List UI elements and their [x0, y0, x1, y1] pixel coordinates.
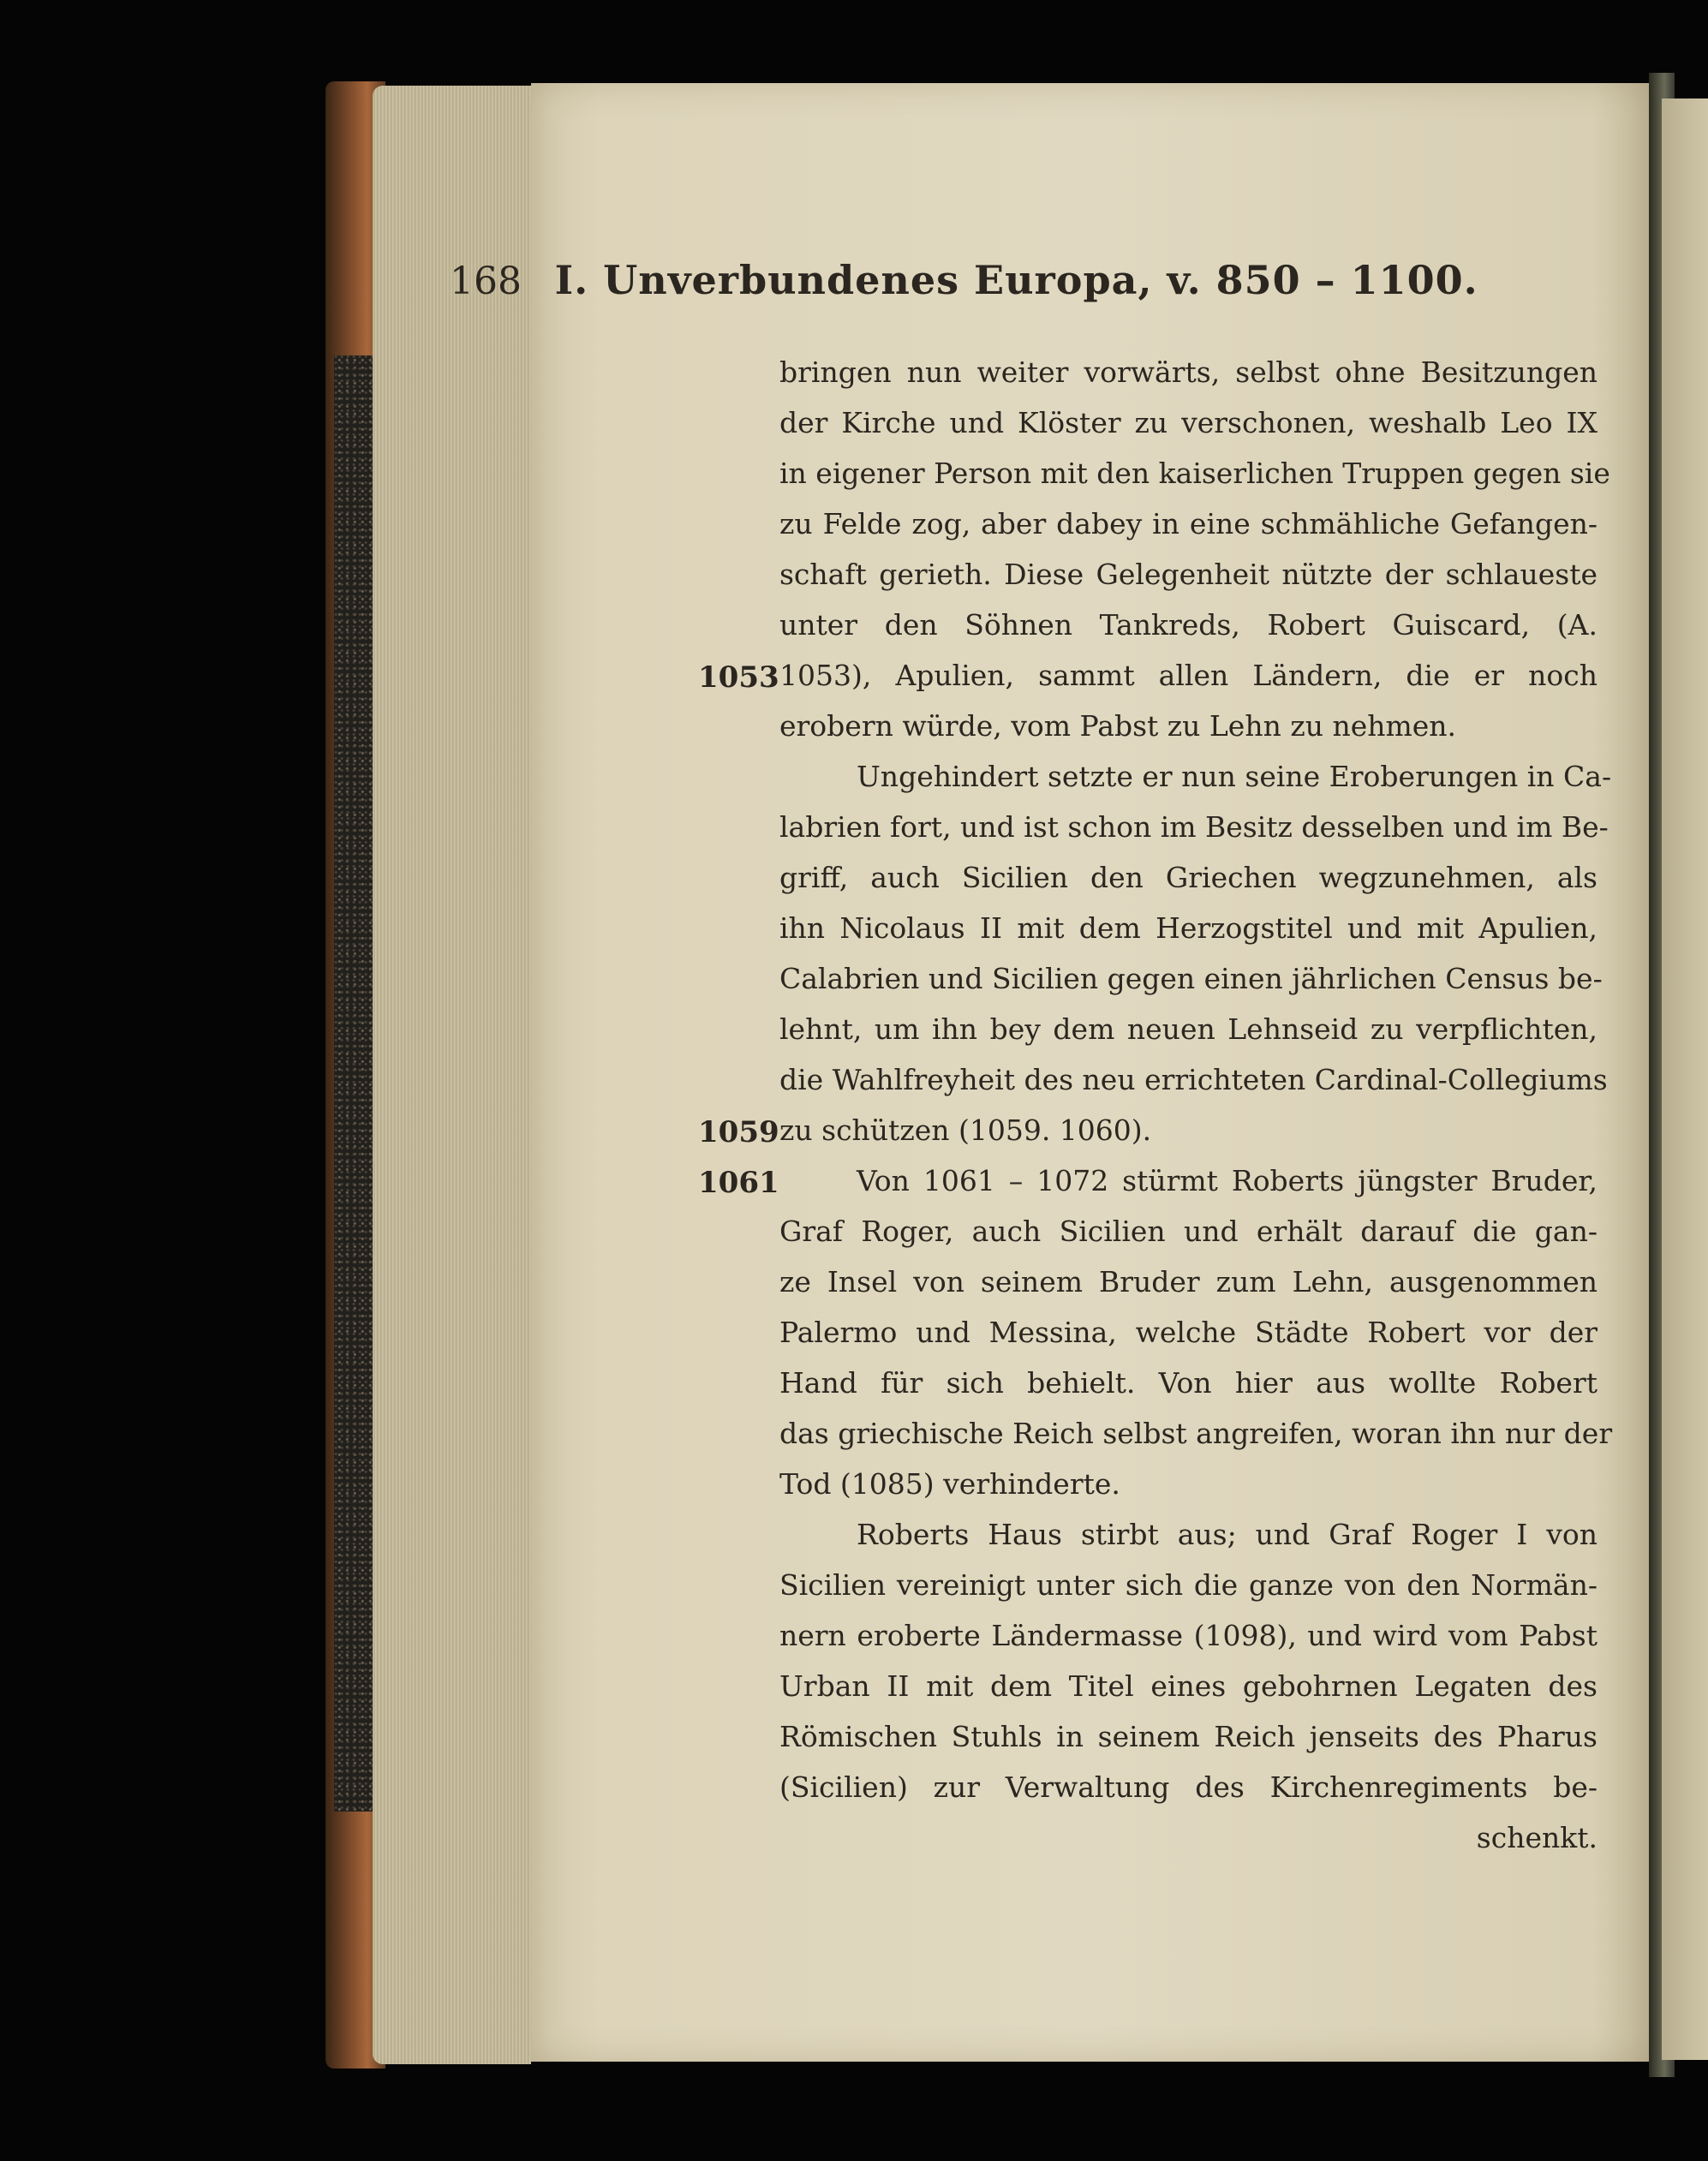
text-line: die Wahlfreyheit des neu errichteten Cardinal-Collegiums — [779, 1063, 1608, 1096]
running-header — [450, 257, 1598, 303]
text-line: unter den Söhnen Tankreds, Robert Guiscard, (A. — [779, 608, 1598, 642]
text-line: ze Insel von seinem Bruder zum Lehn, ausgenommen — [779, 1265, 1598, 1298]
text-line: Von 1061 – 1072 stürmt Roberts jüngster Bruder, — [857, 1164, 1598, 1197]
text-line: Römischen Stuhls in seinem Reich jenseits des Pharus — [779, 1720, 1598, 1753]
text-line: ihn Nicolaus II mit dem Herzogstitel und mit Apulien, — [779, 911, 1598, 945]
text-line: in eigener Person mit den kaiserlichen Truppen gegen sie — [779, 457, 1610, 490]
text-line: Ungehindert setzte er nun seine Eroberungen in Ca- — [857, 760, 1612, 793]
page-edges — [373, 86, 531, 2064]
facing-page-edge — [1662, 98, 1708, 2060]
text-line: nern eroberte Ländermasse (1098), und wird vom Pabst — [779, 1619, 1598, 1652]
text-line: schaft gerieth. Diese Gelegenheit nützte der schlaueste — [779, 558, 1598, 591]
text-line: Urban II mit dem Titel eines gebohrnen Legaten des — [779, 1669, 1598, 1703]
text-line: das griechische Reich selbst angreifen, woran ihn nur der — [779, 1417, 1613, 1450]
text-line: bringen nun weiter vorwärts, selbst ohne Besitzungen — [779, 355, 1598, 389]
margin-year-1053: 1053 — [698, 660, 779, 695]
text-line: Palermo und Messina, welche Städte Robert vor der — [779, 1316, 1598, 1349]
text-line: (Sicilien) zur Verwaltung des Kirchenregiments be- — [779, 1770, 1598, 1804]
text-line: zu schützen (1059. 1060). — [779, 1113, 1152, 1147]
text-line: Hand für sich behielt. Von hier aus wollte Robert — [779, 1366, 1598, 1400]
text-line: Graf Roger, auch Sicilien und erhält darauf die gan- — [779, 1215, 1598, 1248]
text-line: Sicilien vereinigt unter sich die ganze von den Normän- — [779, 1568, 1598, 1602]
margin-year-1059: 1059 — [698, 1115, 779, 1149]
text-line: lehnt, um ihn bey dem neuen Lehnseid zu verpflichten, — [779, 1012, 1598, 1046]
text-line: Calabrien und Sicilien gegen einen jährlichen Census be- — [779, 962, 1603, 995]
text-line: erobern würde, vom Pabst zu Lehn zu nehmen. — [779, 709, 1457, 743]
running-title: I. Unverbundenes Europa, v. 850 – 1100. — [554, 257, 1478, 303]
text-line: Roberts Haus stirbt aus; und Graf Roger I von — [857, 1518, 1598, 1551]
text-line: griff, auch Sicilien den Griechen wegzunehmen, als — [779, 861, 1598, 894]
text-line: der Kirche und Klöster zu verschonen, weshalb Leo IX — [779, 406, 1598, 439]
page-number: 168 — [450, 260, 522, 303]
text-line: schenkt. — [1476, 1821, 1598, 1854]
text-line: Tod (1085) verhinderte. — [779, 1467, 1120, 1501]
text-line: zu Felde zog, aber dabey in eine schmähliche Gefangen- — [779, 507, 1598, 540]
text-line: labrien fort, und ist schon im Besitz desselben und im Be- — [779, 810, 1609, 844]
margin-year-1061: 1061 — [698, 1166, 779, 1200]
body-text — [779, 347, 1613, 1863]
text-line: 1053), Apulien, sammt allen Ländern, die er noch — [779, 659, 1598, 692]
